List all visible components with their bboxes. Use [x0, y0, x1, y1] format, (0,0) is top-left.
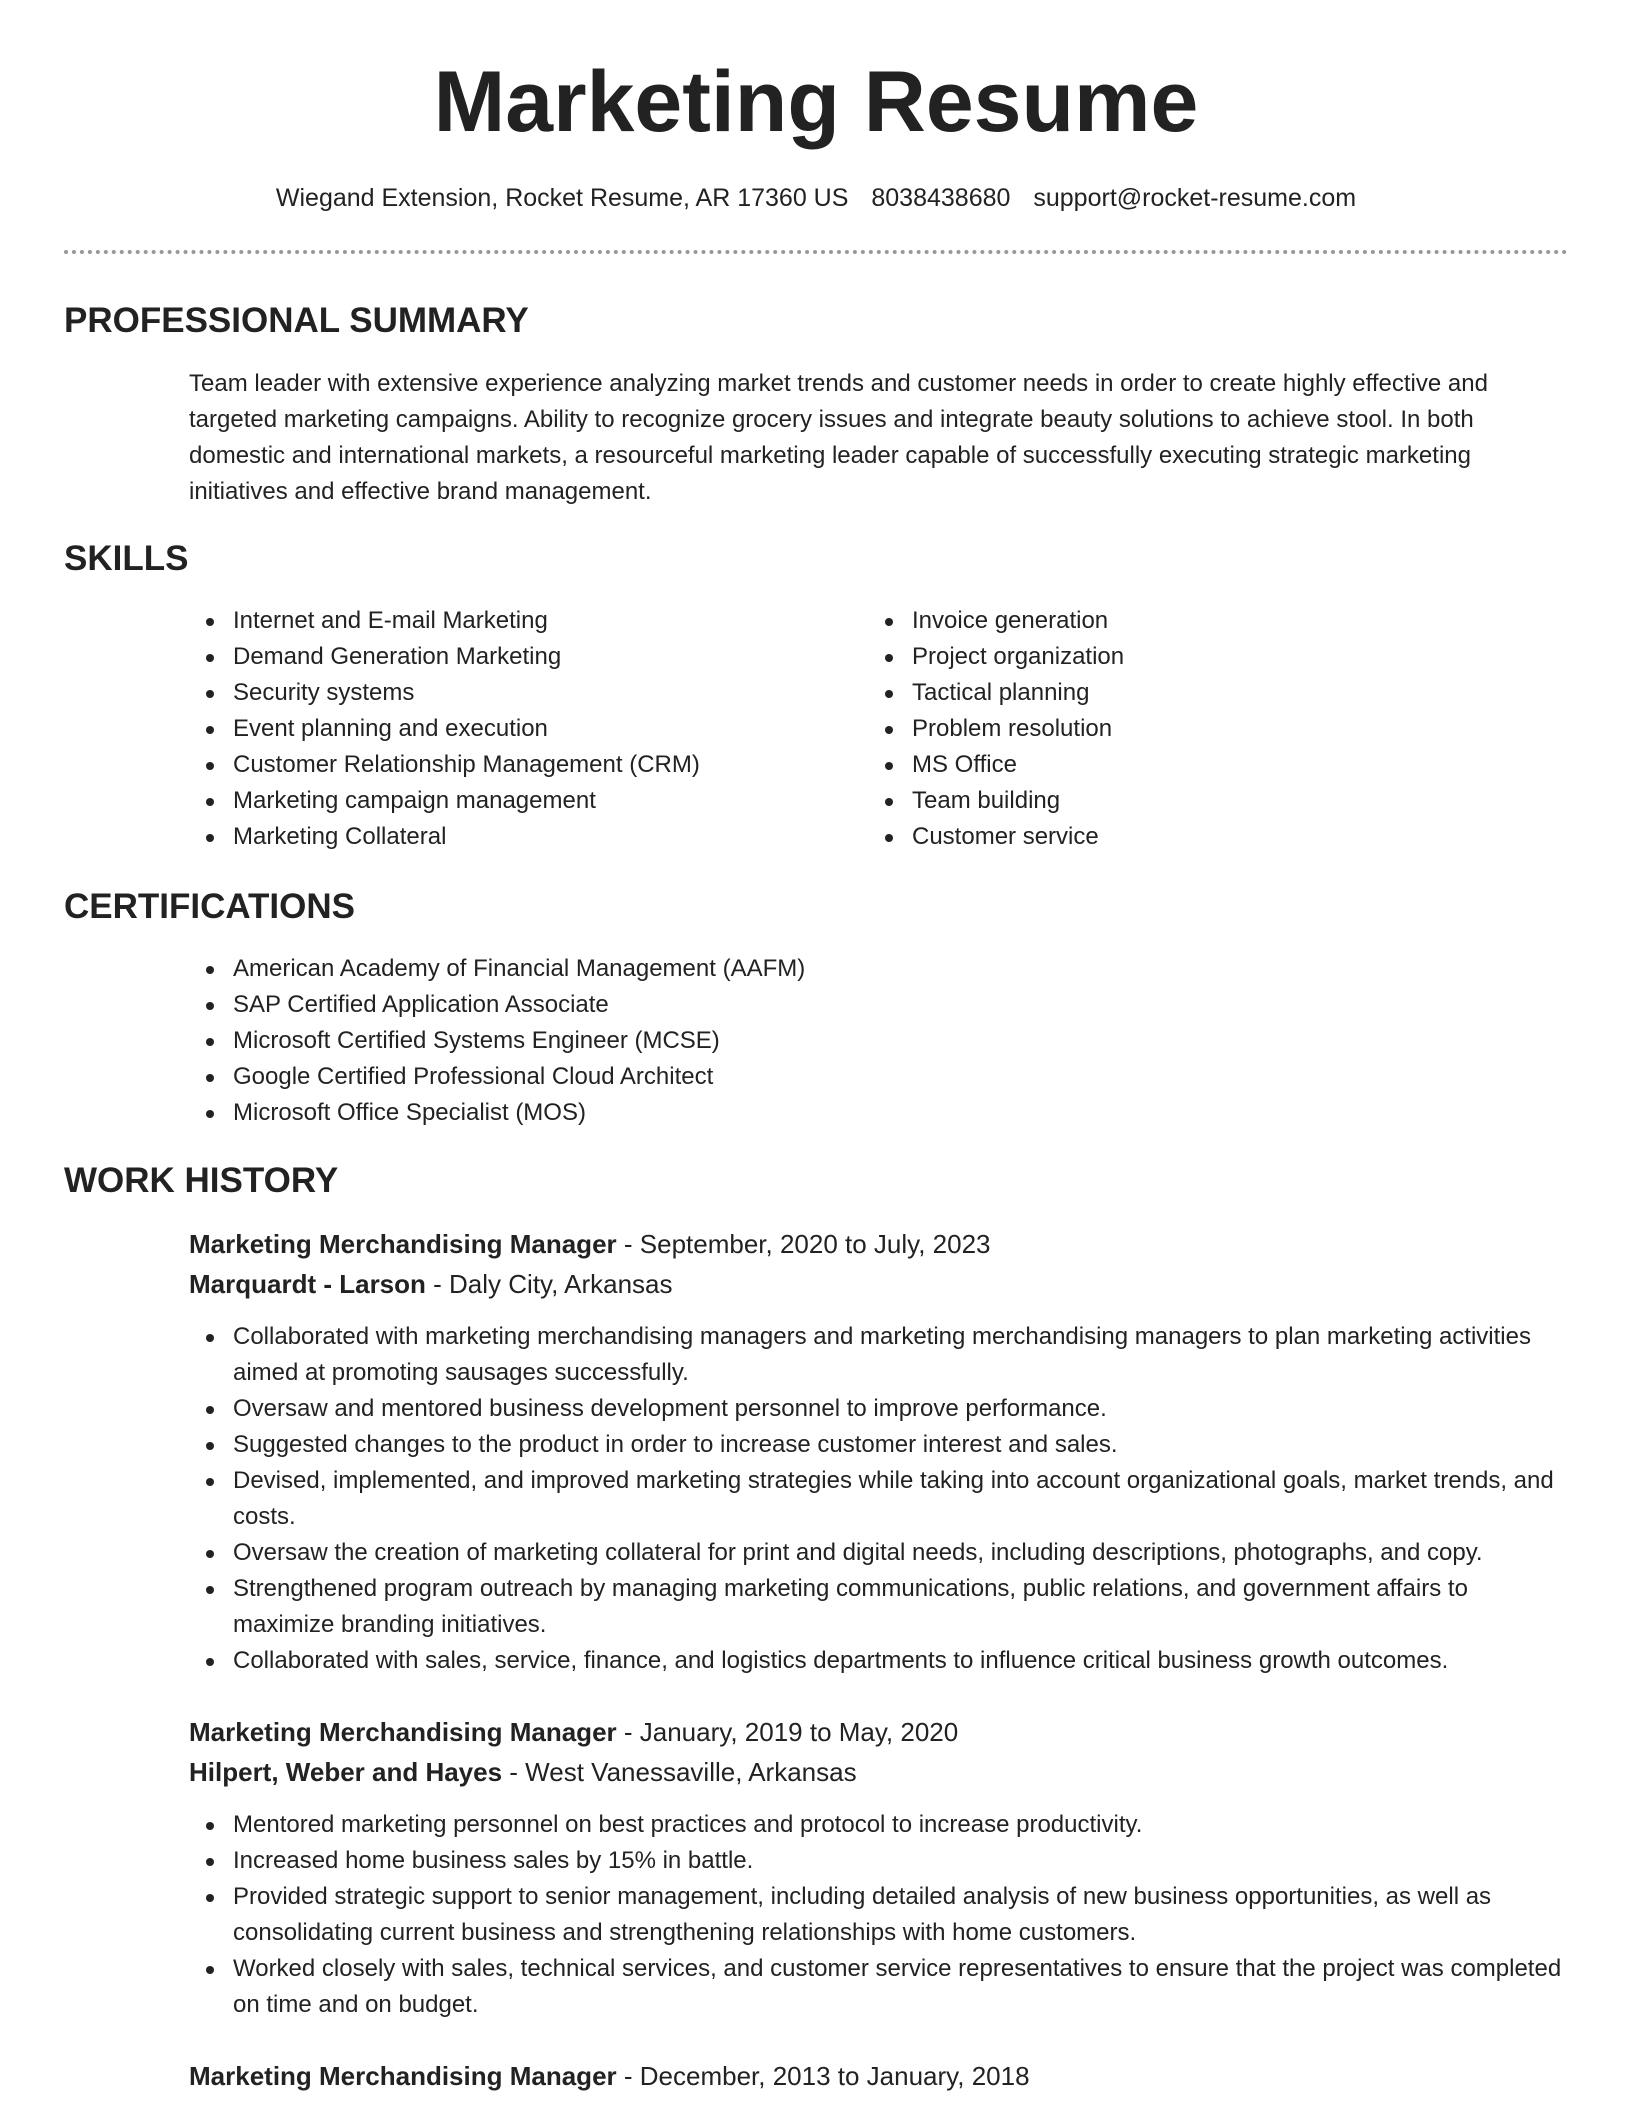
list-item: Collaborated with marketing merchandising managers and marketing merchandising managers to plan marketing activities aimed at promoting sausages successfully. — [189, 1319, 1569, 1391]
list-item: Increased home business sales by 15% in battle. — [189, 1843, 1569, 1879]
list-item: SAP Certified Application Associate — [189, 987, 1569, 1023]
job-company-line — [189, 1754, 857, 1790]
job-dates: - December, 2013 to January, 2018 — [616, 2061, 1030, 2091]
list-item: Problem resolution — [868, 711, 1508, 747]
job-role: Marketing Merchandising Manager — [189, 2061, 617, 2091]
list-item: Microsoft Office Specialist (MOS) — [189, 1095, 1569, 1131]
list-item: Strengthened program outreach by managing marketing communications, public relations, and government affairs to maximize branding initiatives. — [189, 1571, 1569, 1643]
list-item: MS Office — [868, 747, 1508, 783]
list-item: Collaborated with sales, service, finance, and logistics departments to influence critical business growth outcomes. — [189, 1643, 1569, 1679]
job-role: Marketing Merchandising Manager — [189, 1229, 617, 1259]
list-item: Customer service — [868, 819, 1508, 855]
job-bullets — [189, 1807, 1569, 2023]
list-item: Marketing campaign management — [189, 783, 829, 819]
list-item: Google Certified Professional Cloud Architect — [189, 1059, 1569, 1095]
contact-phone: 8038438680 — [871, 184, 1011, 212]
list-item: Internet and E-mail Marketing — [189, 603, 829, 639]
job-bullets — [189, 1319, 1569, 1679]
job-role: Marketing Merchandising Manager — [189, 1717, 617, 1747]
skills-list-left — [189, 603, 829, 855]
job-company-line — [189, 1266, 673, 1302]
header-divider — [64, 250, 1568, 254]
resume-title: Marketing Resume — [433, 54, 1199, 150]
contact-line — [0, 180, 1632, 216]
job-title-line — [189, 1714, 958, 1750]
section-title-certifications: CERTIFICATIONS — [64, 887, 356, 926]
list-item: Invoice generation — [868, 603, 1508, 639]
list-item: Demand Generation Marketing — [189, 639, 829, 675]
list-item: Provided strategic support to senior management, including detailed analysis of new business opportunities, as well as consolidating current business and strengthening relationships with home customers. — [189, 1879, 1569, 1951]
list-item: Customer Relationship Management (CRM) — [189, 747, 829, 783]
skills-list-right — [868, 603, 1508, 855]
section-title-skills: SKILLS — [64, 539, 189, 578]
summary-text: Team leader with extensive experience analyzing market trends and customer needs in order to create highly effective and targeted marketing campaigns. Ability to recognize grocery issues and integrate beauty solutions to achieve stool. In both domestic and international markets, a resourceful marketing leader capable of successfully executing strategic marketing initiatives and effective brand management. — [189, 370, 1488, 505]
certifications-list — [189, 951, 1569, 1131]
job-location: - West Vanessaville, Arkansas — [502, 1757, 857, 1787]
section-title-summary: PROFESSIONAL SUMMARY — [64, 301, 529, 340]
list-item: Oversaw and mentored business development personnel to improve performance. — [189, 1391, 1569, 1427]
job-title-line — [189, 1226, 991, 1262]
job-company: Hilpert, Weber and Hayes — [189, 1757, 503, 1787]
list-item: American Academy of Financial Management (AAFM) — [189, 951, 1569, 987]
list-item: Worked closely with sales, technical services, and customer service representatives to ensure that the project was completed on time and on budget. — [189, 1951, 1569, 2023]
list-item: Suggested changes to the product in order to increase customer interest and sales. — [189, 1427, 1569, 1463]
job-dates: - January, 2019 to May, 2020 — [616, 1717, 959, 1747]
section-title-work-history: WORK HISTORY — [64, 1161, 339, 1200]
list-item: Marketing Collateral — [189, 819, 829, 855]
list-item: Tactical planning — [868, 675, 1508, 711]
list-item: Oversaw the creation of marketing collateral for print and digital needs, including descriptions, photographs, and copy. — [189, 1535, 1569, 1571]
list-item: Event planning and execution — [189, 711, 829, 747]
list-item: Security systems — [189, 675, 829, 711]
list-item: Devised, implemented, and improved marketing strategies while taking into account organizational goals, market trends, and costs. — [189, 1463, 1569, 1535]
contact-email: support@rocket-resume.com — [1033, 184, 1357, 212]
list-item: Microsoft Certified Systems Engineer (MCSE) — [189, 1023, 1569, 1059]
job-title-line — [189, 2058, 1030, 2094]
list-item: Team building — [868, 783, 1508, 819]
job-dates: - September, 2020 to July, 2023 — [616, 1229, 991, 1259]
job-location: - Daly City, Arkansas — [425, 1269, 673, 1299]
job-company: Marquardt - Larson — [189, 1269, 426, 1299]
list-item: Mentored marketing personnel on best practices and protocol to increase productivity. — [189, 1807, 1569, 1843]
contact-address: Wiegand Extension, Rocket Resume, AR 17360 US — [275, 184, 849, 212]
list-item: Project organization — [868, 639, 1508, 675]
